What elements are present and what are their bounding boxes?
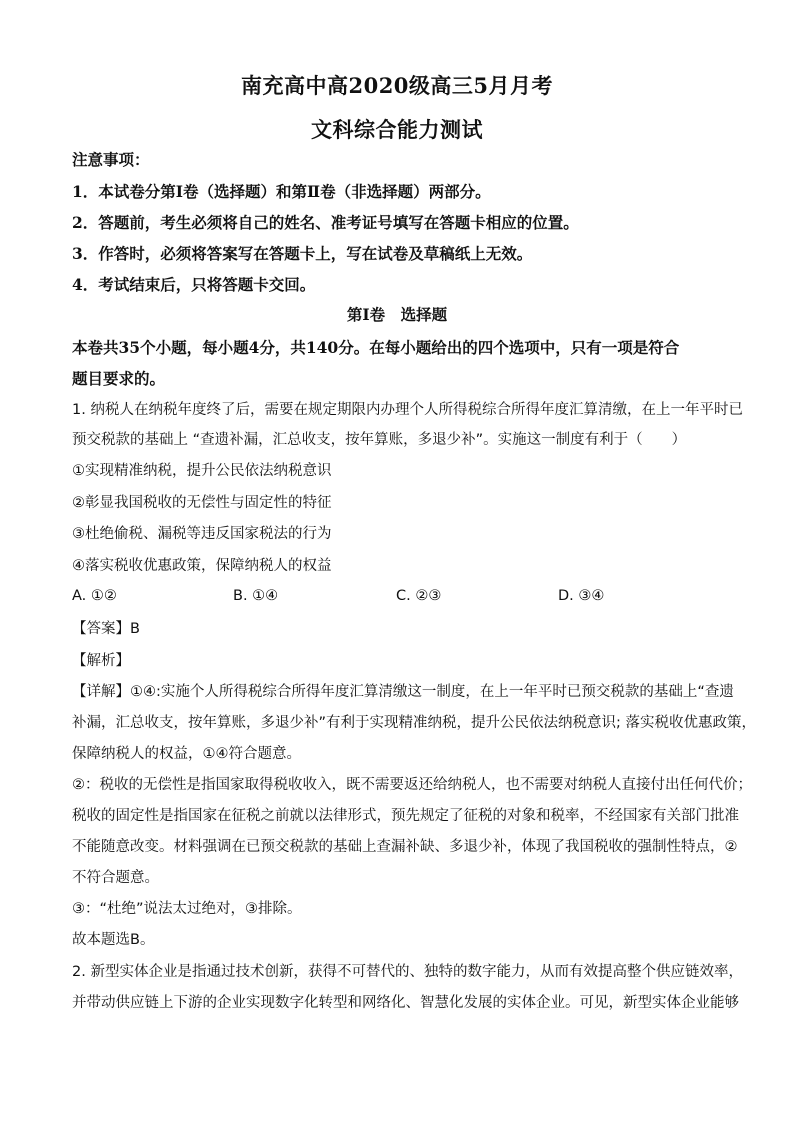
notice-heading: 注意事项： (72, 150, 150, 169)
q1-stem-line-2: 预交税款的基础上 “查遗补漏，汇总收支，按年算账，多退少补”。实施这一制度有利于（ ） (72, 432, 687, 448)
q1-detail-line-9: 故本题选B。 (72, 932, 155, 948)
q1-detail-line-1: 【详解】①④:实施个人所得税综合所得年度汇算清缴这一制度，在上一年平时已预交税款的基础上“查遗 (72, 684, 734, 700)
q2-stem-line-1: 2. 新型实体企业是指通过技术创新，获得不可替代的、独特的数字能力，从而有效提高整个供应链效率， (72, 964, 743, 980)
q1-detail-line-8: ③：“杜绝”说法太过绝对，③排除。 (72, 901, 302, 917)
q1-option-a: A. ①② (72, 588, 117, 604)
q1-detail-line-6: 不能随意改变。材料强调在已预交税款的基础上查漏补缺、多退少补，体现了我国税收的强制性特点，② (72, 839, 738, 855)
q1-detail-line-5: 税收的固定性是指国家在征税之前就以法律形式，预先规定了征税的对象和税率，不经国家有关部门批准 (72, 808, 739, 824)
notice-item-1: 1．本试卷分第Ⅰ卷（选择题）和第Ⅱ卷（非选择题）两部分。 (72, 182, 491, 201)
notice-item-4: 4．考试结束后，只将答题卡交回。 (72, 275, 316, 294)
notice-item-3: 3．作答时，必须将答案写在答题卡上，写在试卷及草稿纸上无效。 (72, 244, 533, 263)
q1-statement-1: ①实现精准纳税，提升公民依法纳税意识 (72, 463, 332, 479)
exam-subtitle: 文科综合能力测试 (311, 117, 483, 142)
q1-detail-line-2: 补漏，汇总收支，按年算账，多退少补”有利于实现精准纳税，提升公民依法纳税意识; 落实税收优惠政策， (72, 715, 757, 731)
q1-stem-line-1: 1. 纳税人在纳税年度终了后，需要在规定期限内办理个人所得税综合所得年度汇算清缴，在上一年平时已 (72, 402, 743, 418)
notice-item-2: 2．答题前，考生必须将自己的姓名、准考证号填写在答题卡相应的位置。 (72, 213, 579, 232)
q1-statement-4: ④落实税收优惠政策，保障纳税人的权益 (72, 558, 332, 574)
q1-option-c: C. ②③ (396, 588, 442, 604)
section-heading: 第Ⅰ卷 选择题 (346, 305, 448, 324)
section-intro-line-1: 本卷共35个小题，每小题4分，共140分。在每小题给出的四个选项中，只有一项是符合 (72, 338, 680, 357)
q1-detail-line-3: 保障纳税人的权益，①④符合题意。 (72, 746, 301, 762)
q1-option-b: B. ①④ (233, 588, 279, 604)
q1-answer: 【答案】B (72, 621, 140, 637)
exam-title: 南充高中高2020级高三5月月考 (240, 73, 554, 98)
q1-statement-3: ③杜绝偷税、漏税等违反国家税法的行为 (72, 526, 332, 542)
q1-analysis-label: 【解析】 (72, 653, 130, 669)
q1-statement-2: ②彰显我国税收的无偿性与固定性的特征 (72, 495, 332, 511)
q1-detail-line-4: ②：税收的无偿性是指国家取得税收收入，既不需要返还给纳税人，也不需要对纳税人直接付出任何代价； (72, 777, 752, 793)
section-intro-line-2: 题目要求的。 (72, 369, 166, 388)
q2-stem-line-2: 并带动供应链上下游的企业实现数字化转型和网络化、智慧化发展的实体企业。可见，新型实体企业能够 (72, 995, 739, 1011)
q1-option-d: D. ③④ (558, 588, 605, 604)
q1-detail-line-7: 不符合题意。 (72, 870, 159, 886)
